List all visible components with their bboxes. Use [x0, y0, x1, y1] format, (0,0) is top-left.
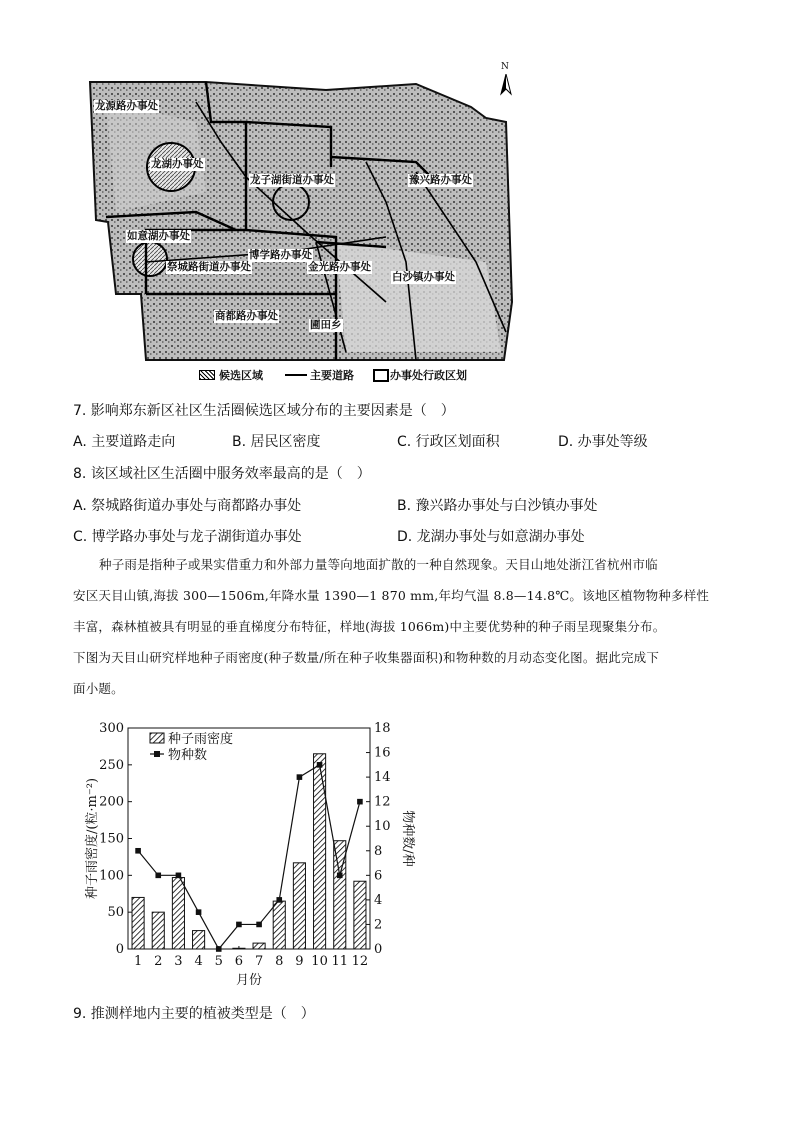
bar — [334, 841, 346, 949]
x-tick-label: 5 — [214, 954, 223, 969]
bar — [354, 881, 366, 949]
map-label-jicheng: 祭城路街道办事处 — [167, 261, 251, 273]
q9-stem: 9. 推测样地内主要的植被类型是（ ） — [73, 1006, 315, 1022]
y-right-tick-label: 0 — [374, 942, 383, 957]
passage-line: 下图为天目山研究样地种子雨密度(种子数量/所在种子收集器面积)和物种数的月动态变化图。据此完成下 — [73, 650, 660, 665]
q8-option-d[interactable]: D. 龙湖办事处与如意湖办事处 — [397, 529, 585, 545]
y-right-tick-label: 10 — [374, 819, 391, 835]
x-tick-label: 10 — [311, 954, 328, 969]
y-left-axis-label: 种子雨密度/(粒·m⁻²) — [85, 777, 100, 900]
x-tick-label: 11 — [331, 954, 349, 969]
line-point — [317, 762, 323, 768]
bar — [233, 948, 245, 949]
y-right-axis-label: 物种数/种 — [400, 810, 415, 867]
legend-bar-swatch — [150, 733, 164, 743]
legend-line-label: 物种数 — [168, 748, 208, 763]
legend-candidate-label: 候选区域 — [219, 369, 263, 382]
y-left-tick-label: 200 — [99, 794, 124, 810]
y-right-tick-label: 18 — [374, 721, 391, 736]
passage-line: 种子雨是指种子或果实借重力和外部力量等向地面扩散的一种自然现象。天目山地处浙江省杭州市临 — [99, 557, 658, 572]
legend-boundary-label: 办事处行政区划 — [390, 369, 467, 382]
passage — [73, 549, 723, 704]
y-left-tick-label: 150 — [99, 831, 124, 847]
y-right-tick-label: 14 — [374, 770, 391, 786]
q7-option-c[interactable]: C. 行政区划面积 — [397, 434, 500, 450]
y-left-tick-label: 100 — [99, 868, 124, 884]
bar — [152, 912, 164, 949]
y-left-tick-label: 300 — [99, 721, 124, 736]
line-point — [196, 909, 202, 915]
x-tick-label: 7 — [254, 954, 264, 969]
north-label: N — [501, 62, 509, 72]
legend-bar-label: 种子雨密度 — [168, 732, 234, 747]
x-tick-label: 1 — [133, 954, 143, 969]
y-right-tick-label: 12 — [374, 794, 391, 810]
q7-option-a[interactable]: A. 主要道路走向 — [73, 434, 176, 450]
y-right-tick-label: 16 — [374, 745, 391, 761]
map-label-longhu: 龙湖办事处 — [151, 158, 204, 170]
q8-option-c[interactable]: C. 博学路办事处与龙子湖街道办事处 — [73, 529, 302, 545]
candidate-area — [133, 242, 167, 276]
x-tick-label: 12 — [351, 954, 369, 969]
line-point — [256, 922, 262, 928]
line-point — [135, 848, 141, 854]
q8-stem: 8. 该区域社区生活圈中服务效率最高的是（ ） — [73, 466, 371, 482]
line-point — [176, 873, 182, 879]
q7-stem: 7. 影响郑东新区社区生活圈候选区域分布的主要因素是（ ） — [73, 403, 455, 419]
x-tick-label: 2 — [154, 954, 163, 969]
passage-line: 安区天目山镇,海拔 300—1506m,年降水量 1390—1 870 mm,年均气温 8.8—14.8℃。该地区植物物种多样性 — [73, 588, 710, 603]
seed-rain-chart — [76, 712, 416, 992]
bar — [273, 901, 285, 949]
x-axis-label: 月份 — [235, 973, 263, 988]
series-line — [138, 765, 360, 949]
map-label-longzihu: 龙子湖街道办事处 — [250, 174, 334, 186]
q7-option-b[interactable]: B. 居民区密度 — [232, 434, 321, 450]
line-point — [297, 774, 303, 780]
x-tick-label: 9 — [295, 954, 304, 969]
line-point — [357, 799, 363, 805]
q8-option-a[interactable]: A. 祭城路街道办事处与商都路办事处 — [73, 498, 302, 514]
map-label-yuxing: 豫兴路办事处 — [409, 174, 472, 186]
map-label-shangdu: 商都路办事处 — [215, 310, 278, 322]
legend-boundary-swatch — [373, 369, 389, 382]
map-label-jinguang: 金光路办事处 — [308, 261, 371, 273]
map-figure — [86, 62, 518, 387]
north-arrow-icon — [499, 74, 513, 96]
line-point — [155, 873, 161, 879]
passage-line: 面小题。 — [73, 681, 124, 696]
legend-road-line — [285, 374, 307, 376]
bar — [253, 943, 265, 949]
bar — [193, 931, 205, 949]
q8-option-b[interactable]: B. 豫兴路办事处与白沙镇办事处 — [397, 498, 598, 514]
bar — [314, 754, 326, 949]
legend-road-label: 主要道路 — [310, 369, 354, 382]
line-point — [276, 897, 282, 903]
x-tick-label: 3 — [174, 954, 183, 969]
y-left-tick-label: 50 — [107, 905, 124, 921]
north-arrow — [496, 62, 516, 98]
bar — [293, 863, 305, 949]
y-left-tick-label: 250 — [99, 757, 124, 773]
line-point — [236, 922, 242, 928]
map-label-baisha: 白沙镇办事处 — [392, 271, 455, 283]
q7-option-d[interactable]: D. 办事处等级 — [558, 434, 648, 450]
line-point — [216, 946, 222, 952]
bar — [132, 897, 144, 949]
x-tick-label: 4 — [194, 954, 203, 969]
y-right-tick-label: 4 — [374, 892, 383, 908]
legend-line-marker — [154, 751, 160, 757]
map-label-longyuan: 龙源路办事处 — [95, 100, 158, 112]
y-right-tick-label: 2 — [374, 917, 383, 933]
map-label-putian: 圃田乡 — [310, 319, 342, 331]
x-tick-label: 6 — [234, 954, 244, 969]
bar — [172, 878, 184, 949]
x-tick-label: 8 — [275, 954, 284, 969]
line-point — [337, 873, 343, 879]
y-left-tick-label: 0 — [115, 942, 124, 957]
map-label-ruyihu: 如意湖办事处 — [127, 230, 190, 242]
y-right-tick-label: 6 — [374, 868, 383, 884]
legend-candidate-swatch — [199, 370, 215, 380]
passage-line: 丰富，森林植被具有明显的垂直梯度分布特征，样地(海拔 1066m)中主要优势种的种子雨呈现聚集分布。 — [73, 619, 666, 634]
map-label-boxue: 博学路办事处 — [249, 249, 312, 261]
map-legend — [199, 367, 519, 383]
y-right-tick-label: 8 — [374, 843, 383, 859]
